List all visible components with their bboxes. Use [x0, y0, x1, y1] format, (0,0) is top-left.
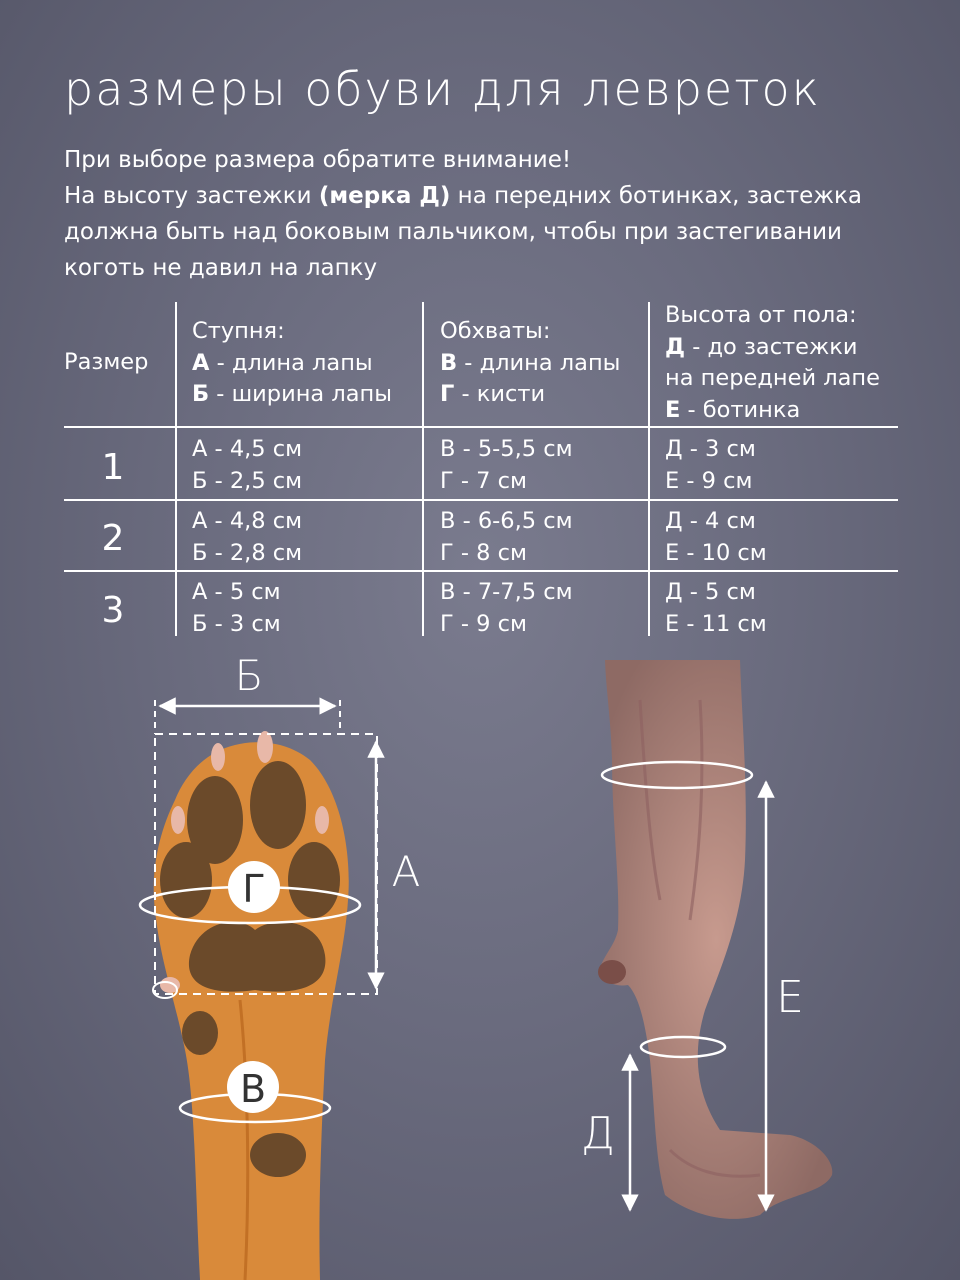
note-line-1: При выборе размера обратите внимание! — [64, 147, 572, 173]
note-line-4: коготь не давил на лапку — [64, 255, 378, 281]
label-width: Б — [234, 651, 264, 700]
header-foot: Ступня: А - длина лапы Б - ширина лапы — [192, 318, 392, 407]
table-divider — [175, 302, 177, 636]
label-boot-height: Е — [776, 972, 804, 1023]
table-divider — [64, 426, 898, 428]
row-girth: В - 6-6,5 см Г - 8 см — [440, 508, 573, 566]
row-foot: А - 4,8 см Б - 2,8 см — [192, 508, 303, 566]
measurement-illustrations — [0, 640, 960, 1280]
table-divider — [648, 302, 650, 636]
header-size: Размер — [64, 349, 149, 375]
page-title: размеры обуви для левреток — [64, 62, 821, 116]
row-size: 1 — [101, 447, 125, 488]
header-height: Высота от пола: Д - до застежки на передней лапе Е - ботинка — [665, 302, 880, 423]
paw-illustration — [154, 731, 349, 1280]
table-divider — [422, 302, 424, 636]
note-line-2: На высоту застежки (мерка Д) на передних ботинках, застежка — [64, 183, 862, 209]
row-height: Д - 3 см Е - 9 см — [665, 436, 756, 494]
row-foot: А - 5 см Б - 3 см — [192, 579, 281, 637]
row-girth: В - 7-7,5 см Г - 9 см — [440, 579, 573, 637]
leg-illustration — [598, 660, 832, 1219]
row-size: 2 — [101, 518, 125, 559]
sizing-note — [64, 142, 924, 286]
label-wrist: Г — [242, 867, 266, 911]
row-girth: В - 5-5,5 см Г - 7 см — [440, 436, 573, 494]
header-girth: Обхваты: В - длина лапы Г - кисти — [440, 318, 621, 407]
row-height: Д - 4 см Е - 10 см — [665, 508, 767, 566]
label-girth: В — [239, 1067, 267, 1111]
row-height: Д - 5 см Е - 11 см — [665, 579, 767, 637]
note-line-3: должна быть над боковым пальчиком, чтобы при застегивании — [64, 219, 842, 245]
row-foot: А - 4,5 см Б - 2,5 см — [192, 436, 303, 494]
label-clasp-height: Д — [580, 1108, 616, 1159]
table-divider — [64, 570, 898, 572]
row-size: 3 — [101, 590, 125, 631]
label-length: А — [391, 847, 421, 896]
table-divider — [64, 499, 898, 501]
size-table — [64, 302, 898, 636]
